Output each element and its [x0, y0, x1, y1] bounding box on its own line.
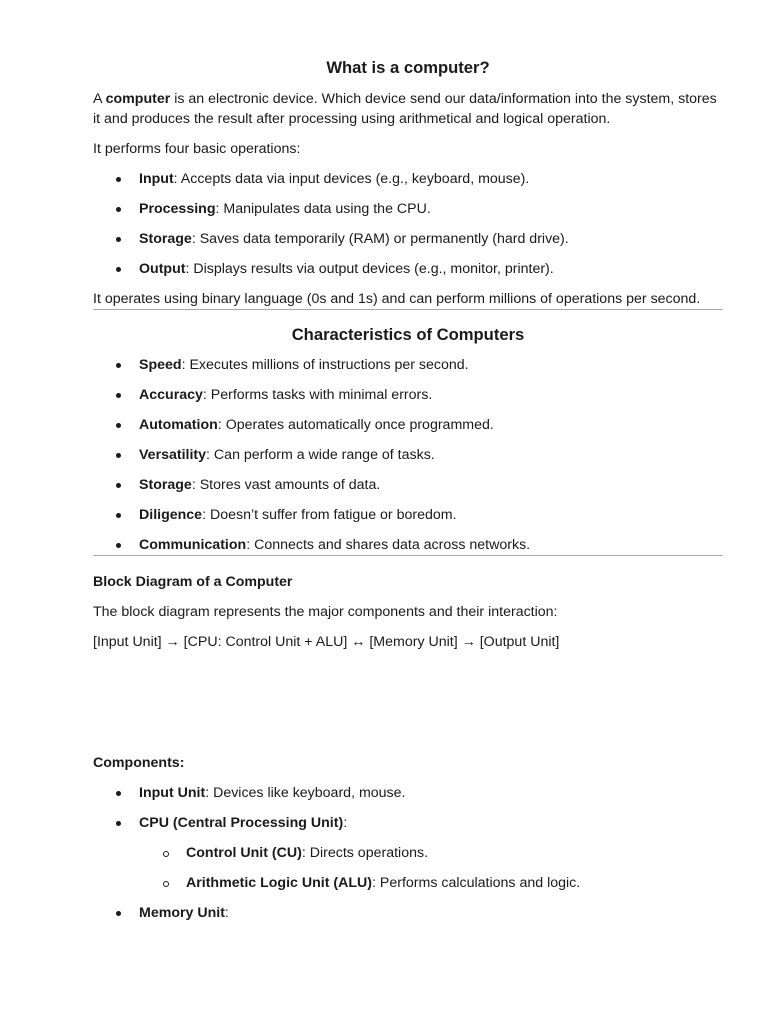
list-item: [93, 873, 723, 893]
definition-rest: is an electronic device. Which device send our data/information into the system, stores it and produces the result after processing using arithmetical and logical operation.: [93, 91, 717, 127]
item-desc: :: [343, 815, 348, 831]
item-desc: : Displays results via output devices (e.g., monitor, printer).: [185, 261, 554, 277]
item-desc: : Devices like keyboard, mouse.: [205, 785, 406, 801]
item-desc: : Saves data temporarily (RAM) or permanently (hard drive).: [191, 231, 569, 247]
item-term: Storage: [139, 477, 192, 493]
item-term: Memory Unit: [139, 905, 225, 921]
item-desc: : Connects and shares data across networks.: [246, 537, 531, 553]
item-term: Output: [139, 261, 186, 277]
item-term: Diligence: [139, 507, 203, 523]
list-item: [93, 903, 723, 923]
item-term: Input Unit: [139, 785, 206, 801]
item-desc: :: [224, 905, 229, 921]
list-item: [93, 783, 723, 803]
block-diagram-flow: [Input Unit] → [CPU: Control Unit + ALU] ↔ [Memory Unit] → [Output Unit]: [93, 634, 560, 650]
item-term: Storage: [139, 231, 192, 247]
item-term: Processing: [139, 201, 216, 217]
components-list-continued: [93, 903, 723, 923]
item-desc: : Manipulates data using the CPU.: [215, 201, 431, 217]
definition-term: computer: [105, 91, 171, 107]
list-item: [93, 445, 723, 465]
list-item: [93, 843, 723, 863]
item-desc: : Performs tasks with minimal errors.: [202, 387, 433, 403]
intro-title: What is a computer?: [326, 58, 490, 77]
block-diagram-title: Block Diagram of a Computer: [93, 574, 293, 590]
binary-paragraph: It operates using binary language (0s and 1s) and can perform millions of operations per second.: [93, 291, 701, 307]
list-item: [93, 535, 723, 555]
definition-prefix: A: [93, 91, 106, 107]
characteristics-list: [93, 355, 723, 555]
item-term: CPU (Central Processing Unit): [139, 815, 344, 831]
operations-list: [93, 169, 723, 279]
item-desc: : Operates automatically once programmed.: [217, 417, 494, 433]
item-desc: : Executes millions of instructions per second.: [181, 357, 469, 373]
list-item: [93, 199, 723, 219]
item-desc: : Directs operations.: [301, 845, 429, 861]
list-item: [93, 355, 723, 375]
item-term: Communication: [139, 537, 247, 553]
item-term: Input: [139, 171, 174, 187]
definition-paragraph: [93, 89, 723, 129]
list-item: [93, 385, 723, 405]
list-item: [93, 169, 723, 189]
list-item: [93, 415, 723, 435]
item-term: Versatility: [139, 447, 207, 463]
item-desc: : Doesn’t suffer from fatigue or boredom.: [202, 507, 457, 523]
list-item: [93, 475, 723, 495]
components-title: Components:: [93, 755, 185, 771]
block-diagram-description: The block diagram represents the major components and their interaction:: [93, 604, 558, 620]
components-list: [93, 783, 723, 833]
list-item: [93, 259, 723, 279]
item-desc: : Performs calculations and logic.: [372, 875, 581, 891]
characteristics-title: Characteristics of Computers: [291, 325, 525, 344]
item-term: Control Unit (CU): [186, 845, 302, 861]
cpu-subcomponents-list: [93, 843, 723, 893]
section-divider: [93, 555, 723, 556]
item-desc: : Accepts data via input devices (e.g., keyboard, mouse).: [173, 171, 530, 187]
list-item: [93, 229, 723, 249]
item-term: Automation: [139, 417, 218, 433]
item-term: Arithmetic Logic Unit (ALU): [186, 875, 373, 891]
list-item: [93, 505, 723, 525]
item-term: Accuracy: [139, 387, 203, 403]
item-desc: : Can perform a wide range of tasks.: [206, 447, 435, 463]
document-page: [93, 58, 723, 923]
list-item: [93, 813, 723, 833]
item-term: Speed: [139, 357, 182, 373]
operations-lead: It performs four basic operations:: [93, 141, 301, 157]
item-desc: : Stores vast amounts of data.: [191, 477, 381, 493]
section-divider: [93, 309, 723, 310]
